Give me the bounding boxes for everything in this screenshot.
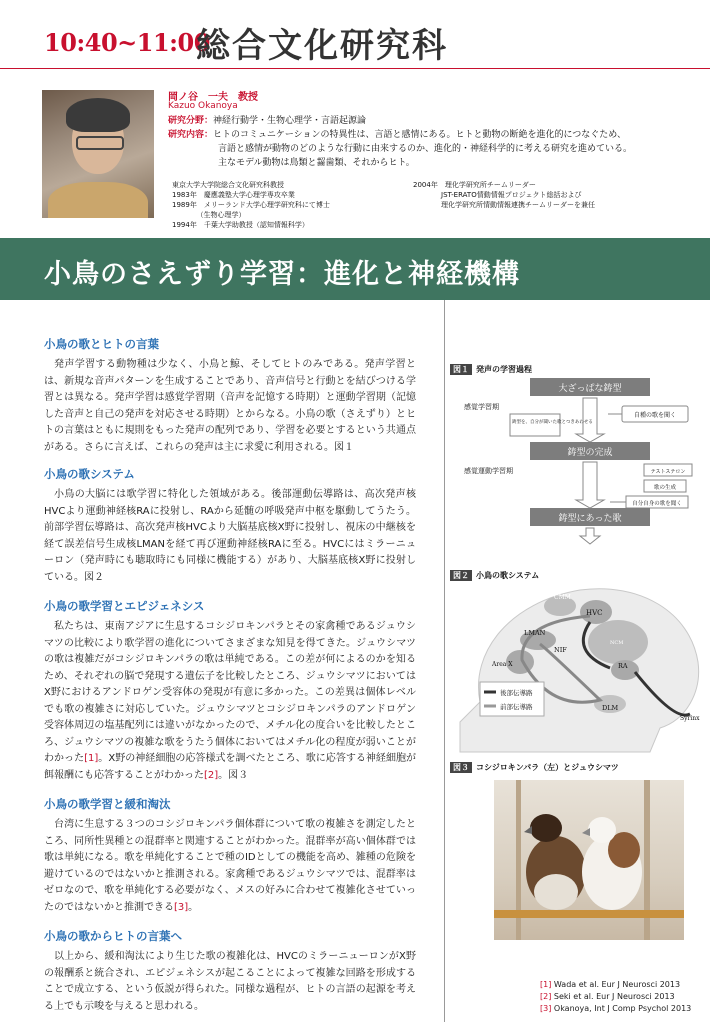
label-hvc: HVC xyxy=(586,609,603,617)
arrow-down-3 xyxy=(580,528,600,544)
figure2-label xyxy=(450,570,539,581)
perch xyxy=(494,910,684,918)
brain-outline xyxy=(460,589,699,752)
figure2-number: 図２ xyxy=(450,570,472,581)
section-body xyxy=(44,357,416,456)
bio-line: 1989年 メリーランド大学心理学研究科にて博士 xyxy=(172,201,330,209)
citation-link[interactable]: [2] xyxy=(204,769,219,781)
research-field-value: 神経行動学・生物心理学・言語起源論 xyxy=(213,116,367,126)
figure3-label xyxy=(450,762,619,773)
label-ncm: NCM xyxy=(610,640,624,646)
label-sensory-phase: 感覚学習期 xyxy=(464,403,499,411)
bird-munia-belly xyxy=(534,874,578,910)
body-line: X野の神経細胞の応答様式を調べたところ、歌 xyxy=(108,753,316,764)
bio-line: 東京大学大学院総合文化研究科教授 xyxy=(172,181,284,189)
label-ra: RA xyxy=(618,662,628,670)
body-line: では歌は単純になる。歌を単純化することで種のIDとしての機能を高め、雑種 xyxy=(44,835,417,863)
body-line: 成することで成立する、という仮説が得られた。同様な過程が、ヒトの言語の起 xyxy=(44,967,416,995)
reference-text: Wada et al. Eur J Neurosci 2013 xyxy=(553,980,681,989)
reference-number: [3] xyxy=(540,1004,552,1013)
section-body xyxy=(44,619,416,784)
body-line: 程度が弱いことがわかった xyxy=(44,736,417,764)
lecture-title: 小鳥のさえずり学習：進化と神経機構 xyxy=(44,259,520,290)
reference-number: [1] xyxy=(540,980,552,989)
body-line: の危険を避けているのではないかと推測される。家禽種であるジュウシマツでは、 xyxy=(44,852,417,880)
citation-link[interactable]: [3] xyxy=(174,901,189,913)
research-field xyxy=(168,114,366,128)
reference-text: Seki et al. Eur J Neurosci 2013 xyxy=(553,992,675,1001)
research-content-line: 言語と感情が動物のどのような行動に由来するのか、進化的・神経科学的に考える研究を進めている。 xyxy=(218,144,633,154)
body-line: ところ、同所性異種との混群率と関連することがわかった。混群率が高い個体群 xyxy=(44,819,416,847)
session-time: 10:40~11:00 xyxy=(44,28,210,57)
body-line: 以上から、緩和淘汰により生じた歌の複雑化は、HVCのミラーニューロンが xyxy=(54,951,400,962)
note-hear-species: 自種の歌を聞く xyxy=(633,412,677,419)
body-line: はミラーニューロン（発声時にも聴取時にも同様に機能する）があり、大脳基底 xyxy=(44,538,417,566)
section-body xyxy=(44,949,416,1015)
body-line: 共通点がある。さらに言えば、これらの発声は主に求愛に利用される。図１ xyxy=(44,425,417,453)
body-text: 。 xyxy=(188,901,199,913)
professor-name-roman: Kazuo Okanoya xyxy=(168,101,238,111)
research-content-line: 主なモデル動物は鳥類と齧歯類、それからヒト。 xyxy=(218,158,415,168)
bio-line: 2004年 理化学研究所チームリーダー xyxy=(413,181,536,189)
birds-photo xyxy=(494,780,684,940)
section-heading: 小鳥の歌からヒトの言葉へ xyxy=(44,929,182,943)
body-line: 学習とは異なる。発声学習は感覚学習期（音声を記憶する時期）と運動学習期（記 xyxy=(44,375,416,403)
body-line: は、新規な音声パターンを生成することであり、音声信号と行動とを結びつける xyxy=(44,375,406,387)
bio-line: 1983年 慶應義塾大学心理学専攻卒業 xyxy=(172,191,295,199)
birds-illustration xyxy=(494,780,684,940)
bird-munia-beak xyxy=(524,826,532,834)
section-heading: 小鳥の歌システム xyxy=(44,467,135,481)
body-line: させていったのではないかと推測できる xyxy=(44,885,416,913)
research-content-label: 研究内容： xyxy=(168,130,214,140)
body-line: を比較したところ、ジュウシマツの複雑な歌をうたう個体においてはメチル化の xyxy=(44,720,416,748)
note-song-production: 歌の生成 xyxy=(653,485,677,491)
legend-posterior: 後部伝導路 xyxy=(500,689,533,697)
label-nif: NIF xyxy=(554,646,567,654)
figure1-number: 図１ xyxy=(450,364,472,375)
figure1-label xyxy=(450,364,532,375)
body-line: 個体レベルでも歌の複雑さに対応していた。ジュウシマツとコシジロキンパラの xyxy=(44,687,416,715)
figure3-number: 図３ xyxy=(450,762,472,773)
note-compare-box xyxy=(510,414,560,436)
reference xyxy=(540,1004,691,1013)
label-area-x: Area X xyxy=(492,661,513,668)
research-content-line: ヒトのコミュニケーションの特異性は、言語と感情にある。ヒトと動物の断絶を進化的につなぐため、 xyxy=(213,130,626,140)
body-line: 中継核を経て誤差信号生成核LMANを経て再び運動神経核RAに至る。HVCに xyxy=(44,522,416,550)
reference-number: [2] xyxy=(540,992,552,1001)
section-body xyxy=(44,487,416,586)
bird-munia-head xyxy=(530,814,562,842)
section-body xyxy=(44,817,416,916)
bio-line: JST-ERATO情動情報プロジェクト総括および xyxy=(413,191,582,199)
note-testosterone: テストステロン xyxy=(650,469,686,475)
body-line: 混群率はゼロなので、歌を単純化する必要がなく、メスの好みに合わせて複雑化 xyxy=(44,868,417,896)
citation-link[interactable]: [1] xyxy=(84,753,99,764)
note-compare: 鋳型を、自分が聞いた歌とつきあわせる xyxy=(512,420,593,425)
figure2-brain-diagram xyxy=(450,582,708,754)
body-text: 。 xyxy=(98,753,109,764)
header-divider xyxy=(0,68,710,69)
body-line: シマツの歌は複雑だがコシジロキンパラの歌は単純である。この差が何によるのか xyxy=(44,637,416,665)
photo-glasses xyxy=(76,136,124,150)
body-line: 源を考える上でも示唆を与えると思われる。 xyxy=(44,984,417,1012)
body-line: とヒトの言葉はともに規則をもった発声の配列であり、学習を必要とするという xyxy=(44,408,417,436)
bird-bengalese-beak xyxy=(582,828,590,836)
figure3-title: コシジロキンパラ（左）とジュウシマツ xyxy=(476,763,619,772)
professor-name: 岡ノ谷 一夫 教授 xyxy=(168,92,258,103)
box-template-complete-label: 鋳型の完成 xyxy=(567,448,613,458)
reference xyxy=(540,992,675,1001)
bio-line: 1994年 千葉大学助教授（認知情報科学） xyxy=(172,221,309,229)
bio-right xyxy=(413,180,595,210)
department-title: 総合文化研究科 xyxy=(196,26,448,66)
body-line: 小鳥の大脳には歌学習に特化した領域がある。後部運動伝導路は、高次発声核 xyxy=(54,489,416,500)
body-line: おいてはX野におけるアンドロゲン受容体の発現が有意に多かった。この差異は xyxy=(44,670,416,698)
body-line: 台湾に生息する３つのコシジロキンパラ個体群について歌の複雑さを測定した xyxy=(54,819,406,830)
label-dlm: DLM xyxy=(602,704,619,712)
professor-photo xyxy=(42,90,154,218)
label-cmm: CMM xyxy=(554,594,571,601)
research-content xyxy=(168,128,626,142)
photo-hair xyxy=(66,98,130,132)
body-line: う。前部学習伝導路は、高次発声核HVCより大脳基底核X野に投射し、視床の xyxy=(44,505,416,533)
bio-line: 理化学研究所情動情報連携チームリーダーを兼任 xyxy=(413,201,595,209)
body-line: アンドロゲン受容体周辺の塩基配列には違いがなかったので、メチル化の度合い xyxy=(44,703,416,731)
column-divider xyxy=(444,300,445,1022)
body-line: X野の報酬系と統合され、エピジェネシスが起こることによって複雑な回路を形 xyxy=(44,951,416,979)
body-line: 憶した音声と自己の発声を対応させる時期）とからなる。小鳥の歌（さえずり） xyxy=(44,392,416,420)
body-line: HVCより運動神経核RAに投射し、RAから延髄の呼吸発声中枢を駆動してうた xyxy=(44,505,396,517)
body-line: を知るため、それぞれの脳で発現する遺伝子を比較したところ、ジュウシマツに xyxy=(44,654,416,682)
figure1-diagram xyxy=(448,376,706,550)
body-text: 。 xyxy=(218,769,229,781)
label-syrinx: Syrinx xyxy=(680,715,700,722)
body-line: 私たちは、東南アジアに生息するコシジロキンパラとその家禽種であるジュウ xyxy=(54,621,406,632)
body-line: 核X野に投射している。図２ xyxy=(44,555,417,583)
research-field-label: 研究分野： xyxy=(168,116,214,126)
section-heading: 小鳥の歌学習とエピジェネシス xyxy=(44,599,205,613)
reference xyxy=(540,980,680,989)
reference-text: Okanoya, Int J Comp Psychol 2013 xyxy=(553,1004,692,1013)
figure2-title: 小鳥の歌システム xyxy=(476,571,540,580)
body-line: 図３ xyxy=(228,769,249,781)
figure1-title: 発声の学習過程 xyxy=(476,365,532,374)
bird-bengalese-head xyxy=(588,817,616,843)
legend-anterior: 前部伝導路 xyxy=(500,703,533,711)
body-line: 発声学習する動物種は少なく、小鳥と鯨、そしてヒトのみである。発声学習と xyxy=(54,359,416,370)
arrow-down-2 xyxy=(576,462,604,508)
body-line: シマツの比較により歌学習の進化についてさまざまな知見を得てきた。ジュウ xyxy=(44,621,416,649)
bio-left xyxy=(172,180,330,230)
box-rough-template-label: 大ざっぱな鋳型 xyxy=(558,384,622,394)
label-motor-phase: 感覚運動学習期 xyxy=(464,467,513,475)
section-heading: 小鳥の歌とヒトの言葉 xyxy=(44,337,159,351)
bio-line: （生物心理学） xyxy=(172,211,246,219)
body-line: に応答する神経細胞が餌報酬にも応答することがわかった xyxy=(44,753,417,781)
label-lman: LMAN xyxy=(524,629,546,637)
box-matched-song-label: 鋳型にあった歌 xyxy=(558,514,622,524)
photo-shirt xyxy=(48,182,148,218)
section-heading: 小鳥の歌学習と緩和淘汰 xyxy=(44,797,171,811)
note-hear-own: 自分自身の歌を聞く xyxy=(632,501,682,507)
